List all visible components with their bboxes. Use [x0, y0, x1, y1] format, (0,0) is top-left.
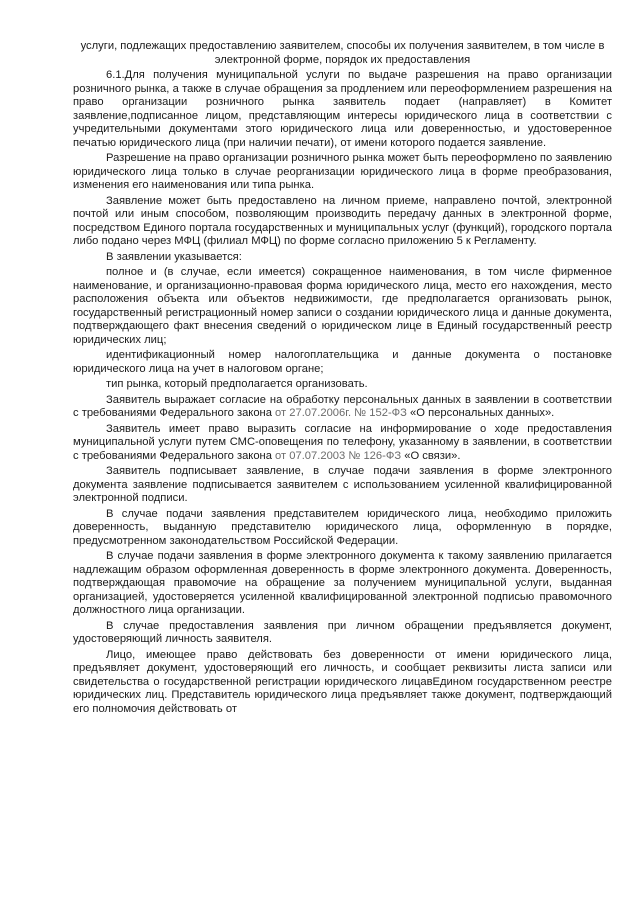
section-heading: услуги, подлежащих предоставлению заявителем, способы их получения заявителем, в том числе в электронной форме, порядок их предоставления	[80, 40, 605, 66]
paragraph-submission-methods: Заявление может быть предоставлено на личном приеме, направлено почтой, электронной почтой или иным способом, позволяющим производить передачу данных в электронной форме, посредством Единого портала государственных и муниципальных услуг (функций), городского портала либо подано через МФЦ (филиал МФЦ) по форме согласно приложению 5 к Регламенту.	[73, 194, 612, 247]
paragraph-electronic-power-of-attorney: В случае подачи заявления в форме электронного документа к такому заявлению прилагается надлежащим образом оформленная доверенность в форме электронного документа. Доверенность, подтверждающая правомочие на обращение за получением муниципальной услуги, выданная организацией, удостоверяется усиленной квалифицированной электронной подписью правомочного должностного лица организации.	[73, 550, 612, 616]
sms-consent-text: Заявитель имеет право выразить согласие на информирование о ходе предоставления муниципальной услуги путем СМС-оповещения по телефону, указанному в заявлении, в соответствии с требованиями Федерального закона	[73, 422, 612, 462]
paragraph-market-type: тип рынка, который предполагается организовать.	[106, 378, 368, 390]
paragraph-signature: Заявитель подписывает заявление, в случае подачи заявления в форме электронного документа заявление подписывается заявителем с использованием усиленной квалифицированной электронной подписи.	[73, 465, 612, 504]
paragraph-authorized-person: Лицо, имеющее право действовать без доверенности от имени юридического лица, предъявляет документ, удостоверяющий его личность, и сообщает реквизиты листа записи или свидетельства о государственной регистрации юридического лицавЕдином государственном реестре юридических лиц. Представитель юридического лица предъявляет также документ, подтверждающий его полномочия действовать от	[73, 648, 612, 715]
paragraph-personal-visit: В случае предоставления заявления при личном обращении предъявляется документ, удостоверяющий личность заявителя.	[73, 619, 612, 645]
law-152-reference: от 27.07.2006г. № 152-ФЗ	[275, 407, 407, 419]
paragraph-reissue: Разрешение на право организации розничного рынка может быть переоформлено по заявлению юридического лица только в случае реорганизации юридического лица в форме преобразования, изменения его наименования или типа рынка.	[73, 152, 612, 191]
paragraph-application-contents: В заявлении указывается:	[106, 250, 242, 263]
paragraph-inn: идентификационный номер налогоплательщика и данные документа о постановке юридического лица на учет в налоговом органе;	[73, 349, 612, 375]
law-126-title: «О связи».	[401, 449, 461, 462]
paragraph-name-and-location: полное и (в случае, если имеется) сокращенное наименования, в том числе фирменное наименование, и организационно-правовая форма юридического лица, место его нахождения, место расположения объекта или объектов недвижимости, где предполагается организовать рынок, государственный регистрационный номер записи о создании юридического лица и данные документа, подтверждающего факт внесения сведений о юридическом лице в Единый государственный реестр юридических лиц;	[73, 266, 612, 346]
paragraph-personal-data-consent	[73, 394, 612, 421]
paragraph-6-1: 6.1.Для получения муниципальной услуги по выдаче разрешения на право организации розничного рынка, а также в случае обращения за продлением или переоформлением разрешения на право организации розничного рынка заявитель подает (направляет) в Комитет заявление,подписанное лицом, представляющим интересы юридического лица в соответствии с учредительными документами этого юридического лица или доверенностью, и удостоверенное печатью юридического лица (при наличии печати), от имени которого подается заявление.	[73, 69, 612, 149]
paragraph-representative: В случае подачи заявления представителем юридического лица, необходимо приложить доверенность, выданную представителю юридического лица, оформленную в порядке, предусмотренном законодательством Российской Федерации.	[73, 507, 612, 547]
consent-text: Заявитель выражает согласие на обработку персональных данных в заявлении в соответствии с требованиями Федерального закона	[73, 393, 612, 419]
law-126-reference: от 07.07.2003 № 126-ФЗ	[275, 449, 402, 462]
paragraph-sms-consent	[73, 423, 612, 464]
law-152-title: «О персональных данных».	[406, 407, 555, 419]
